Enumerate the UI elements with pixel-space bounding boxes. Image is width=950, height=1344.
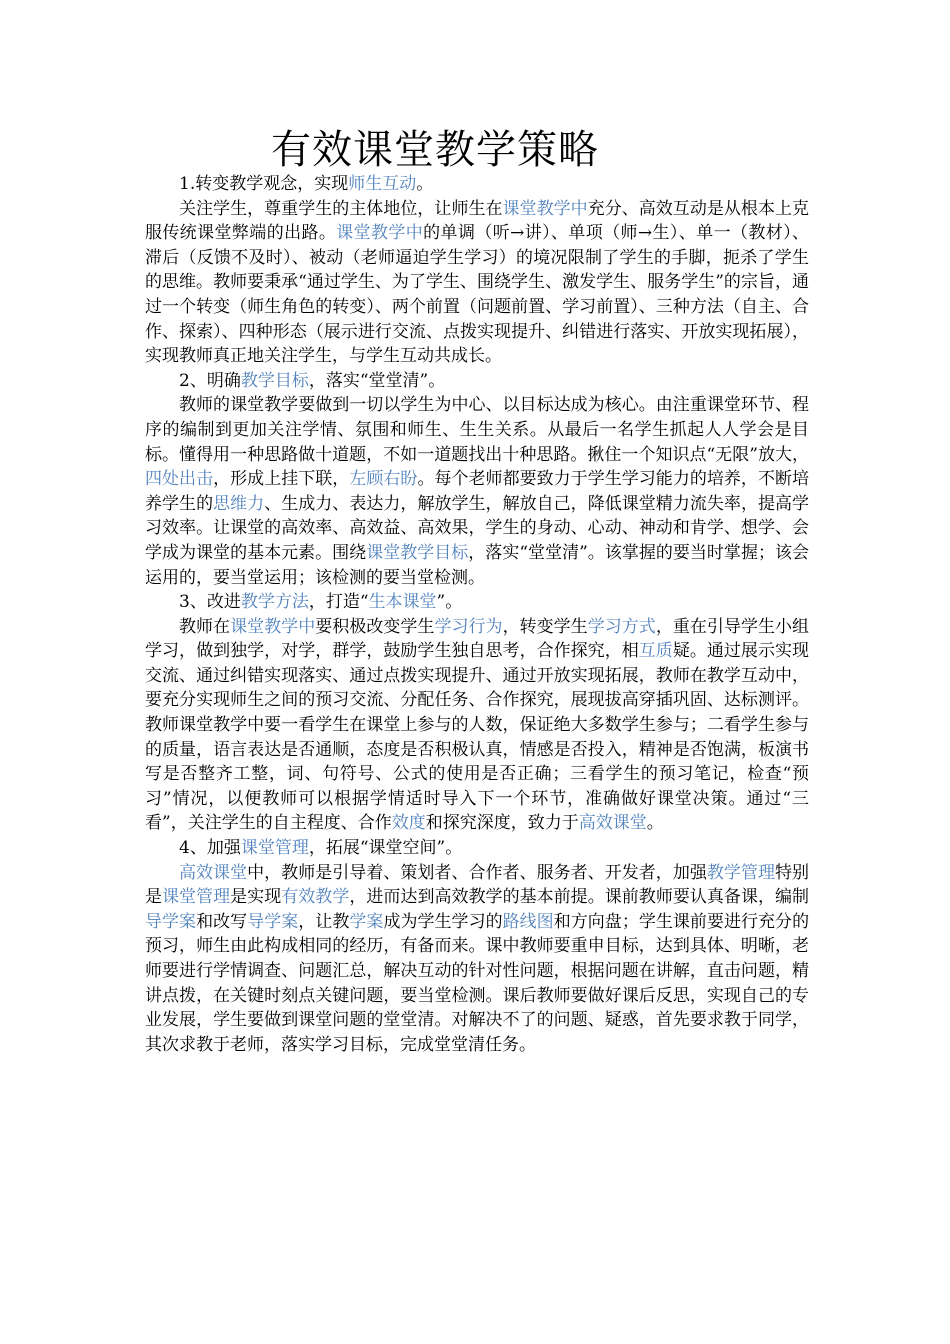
hyperlink[interactable]: 导学案	[247, 911, 299, 932]
hyperlink[interactable]: 效度	[391, 813, 426, 834]
paragraph	[145, 590, 809, 615]
document-body	[145, 172, 809, 1057]
paragraph	[145, 861, 809, 1058]
paragraph-text: ”。	[436, 592, 463, 613]
hyperlink[interactable]: 思维力	[213, 493, 265, 514]
paragraph-text: ，让教	[298, 911, 350, 932]
hyperlink[interactable]: 生本课堂	[368, 592, 437, 613]
hyperlink[interactable]: 左顾右盼	[349, 469, 418, 490]
hyperlink[interactable]: 路线图	[502, 911, 554, 932]
paragraph-text: 2、明确	[179, 370, 241, 391]
hyperlink[interactable]: 课堂教学中	[336, 223, 424, 244]
paragraph-text: ，转变学生	[502, 616, 588, 637]
hyperlink[interactable]: 课堂教学中	[502, 198, 588, 219]
hyperlink[interactable]: 课堂管理	[162, 887, 231, 908]
paragraph-text: 。每个老师都要致力于学生学习能力的培养，不断培养学生的	[145, 469, 810, 514]
paragraph-text: ，形成上挂下联，	[213, 469, 350, 490]
paragraph-text: 教师的课堂教学要做到一切以学生为中心、以目标达成为核心。由注重课堂环节、程序的编制到更加关注学情、氛围和师生、生生关系。从最后一名学生抓起人人学会是目标。懂得用一种思路做十道题，不如一道题找出十种思路。揪住一个知识点“无限”放大，	[145, 395, 809, 465]
hyperlink[interactable]: 教学管理	[706, 862, 775, 883]
hyperlink[interactable]: 教学方法	[240, 592, 309, 613]
hyperlink[interactable]: 学习方式	[587, 616, 656, 637]
paragraph	[145, 369, 809, 394]
paragraph	[145, 836, 809, 861]
hyperlink[interactable]: 有效教学	[281, 887, 350, 908]
paragraph-text: 疑。通过展示实现交流、通过纠错实现落实、通过点拨实现提升、通过开放实现拓展，教师在教学互动中，要充分实现师生之间的预习交流、分配任务、合作探究，展现拔高穿插巩固、达标测评。教师课堂教学中要一看学生在课堂上参与的人数，保证绝大多数学生参与；二看学生参与的质量，语言表达是否通顺，态度是否积极认真，情感是否投入，精神是否饱满，板演书写是否整齐工整，词、句符号、公式的使用是否正确；三看学生的预习笔记，检查“预习”情况，以便教师可以根据学情适时导入下一个环节，准确做好课堂决策。通过“三看”，关注学生的自主程度、合作	[145, 641, 810, 834]
paragraph-text: 。	[646, 813, 664, 834]
paragraph-text: ，拓展“课堂空间”。	[308, 838, 463, 859]
hyperlink[interactable]: 学习行为	[434, 616, 503, 637]
paragraph-text: ，进而达到高效教学的基本前提。课前教师要认真备课，编制	[349, 887, 810, 908]
paragraph-text: 要积极改变学生	[315, 616, 435, 637]
paragraph-text: 和方向盘；学生课前要进行充分的预习，师生由此构成相同的经历，有备而来。课中教师要重申目标，达到具体、明晰，老师要进行学情调查、问题汇总，解决互动的针对性问题，根据问题在讲解，直击问题，精讲点拨，在关键时刻点关键问题，要当堂检测。课后教师要做好课后反思，实现自己的专业发展，学生要做到课堂问题的堂堂清。对解决不了的问题、疑惑，首先要求教于同学，其次求教于老师，落实学习目标，完成堂堂清任务。	[145, 911, 810, 1055]
paragraph-text: 教师在	[179, 616, 231, 637]
hyperlink[interactable]: 互质	[638, 641, 673, 662]
paragraph	[145, 393, 809, 590]
paragraph-text: 和改写	[196, 911, 248, 932]
paragraph-text: 特别是	[145, 862, 810, 908]
paragraph-text: 。	[416, 174, 434, 194]
paragraph	[145, 197, 809, 369]
paragraph-text: ，落实“堂堂清”。	[308, 370, 446, 391]
hyperlink[interactable]: 教学目标	[240, 370, 309, 391]
paragraph	[145, 172, 809, 197]
paragraph-text: 的单调（听→讲）、单项（师→生）、单一（教材）、滞后（反馈不及时）、被动（老师逼迫学生学习）的境况限制了学生的手脚，扼杀了学生的思维。教师要秉承“通过学生、为了学生、围绕学生、激发学生、服务学生”的宗旨，通过一个转变（师生角色的转变）、两个前置（问题前置、学习前置）、三种方法（自主、合作、探索）、四种形态（展示进行交流、点拨实现提升、纠错进行落实、开放实现拓展），实现教师真正地关注学生，与学生互动共成长。	[145, 223, 810, 367]
paragraph-text: 、生成力、表达力，解放学生，解放自己，降低课堂精力流失率，提高学习效率。让课堂的高效率、高效益、高效果，学生的身动、心动、神动和肯学、想学、会学成为课堂的基本元素。围绕	[145, 493, 810, 563]
hyperlink[interactable]: 师生互动	[348, 174, 417, 194]
paragraph-text: ，打造“	[308, 592, 369, 613]
hyperlink[interactable]: 导学案	[145, 911, 197, 932]
page-title: 有效课堂教学策略	[271, 127, 599, 173]
paragraph-text: 3、改进	[179, 592, 241, 613]
hyperlink[interactable]: 课堂教学目标	[366, 542, 469, 563]
paragraph-text: 关注学生，尊重学生的主体地位，让师生在	[179, 198, 503, 219]
hyperlink[interactable]: 学案	[349, 911, 384, 932]
paragraph-text: 1.转变教学观念，实现	[179, 174, 349, 194]
hyperlink[interactable]: 课堂管理	[240, 838, 309, 859]
paragraph-text: 中，教师是引导着、策划者、合作者、服务者、开发者，加强	[247, 862, 707, 883]
hyperlink[interactable]: 高效课堂	[578, 813, 647, 834]
hyperlink[interactable]: 四处出击	[145, 469, 214, 490]
paragraph-text: ，重在引导学生小组学习，做到独学，对学，群学，鼓励学生独自思考，合作探究，相	[145, 616, 810, 662]
paragraph-text: 和探究深度，致力于	[425, 813, 579, 834]
paragraph	[145, 615, 809, 836]
hyperlink[interactable]: 高效课堂	[179, 862, 248, 883]
paragraph-text: ，落实“堂堂清”。该掌握的要当时掌握；该会运用的，要当堂运用；该检测的要当堂检测。	[145, 542, 809, 588]
paragraph-text: 充分、高效互动是从根本上克服传统课堂弊端的出路。	[145, 198, 810, 244]
hyperlink[interactable]: 课堂教学中	[230, 616, 316, 637]
paragraph-text: 4、加强	[179, 838, 241, 859]
paragraph-text: 是实现	[230, 887, 282, 908]
paragraph-text: 成为学生学习的	[383, 911, 503, 932]
